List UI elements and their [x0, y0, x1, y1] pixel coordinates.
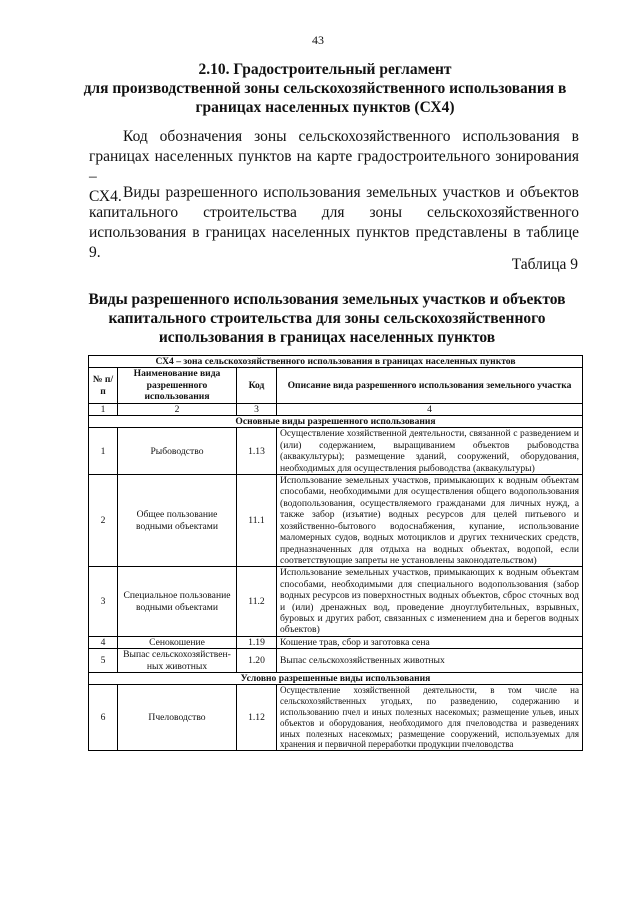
table-title — [82, 290, 572, 347]
row-code: 1.13 — [237, 428, 277, 475]
row-desc: Осуществление хозяйственной деятельности, связанной с разведением и (или) содержанием, выращиванием объектов рыбоводства (аквакультуры); размещение зданий, сооружений, оборудования, необходимых для осуществления рыбоводства (аквакультуры) — [277, 428, 583, 475]
table-row — [89, 475, 583, 567]
table-row — [89, 636, 583, 648]
row-name: Специальное пользование водными объектами — [118, 567, 237, 636]
table-row — [89, 685, 583, 751]
table-title-line: Виды разрешенного использования земельных участков и объектов — [88, 291, 566, 308]
col-number: 1 — [89, 403, 118, 415]
table-row — [89, 649, 583, 673]
table-title-line: капитального строительства для зоны сельскохозяйственного — [108, 310, 546, 327]
row-name: Рыбоводство — [118, 428, 237, 475]
page-number: 43 — [312, 33, 324, 47]
row-num: 5 — [89, 649, 118, 673]
paragraph-line: Код обозначения зоны сельскохозяйственного использования в — [123, 128, 579, 145]
row-code: 1.20 — [237, 649, 277, 673]
zone-header-cell: СХ4 – зона сельскохозяйственного использования в границах населенных пунктов — [89, 356, 583, 368]
table-title-line: использования в границах населенных пунктов — [158, 329, 496, 346]
row-num: 6 — [89, 685, 118, 751]
section-row-conditional — [89, 672, 583, 684]
column-number-row — [89, 403, 583, 415]
row-desc: Использование земельных участков, примыкающих к водным объектам способами, необходимыми для осуществления общего водопользования (водопользования, осуществляемого гражданами для личных нужд, а также забор (изъятие) водных ресурсов для целей питьевого и хозяйственно-бытового водоснабжения, купание, использование маломерных судов, водных мотоциклов и других технических средств, предназначенных для отдыха на водных объектах, водопой, если соответствующие запреты не установлены законодательством) — [277, 475, 583, 567]
row-name: Общее пользование водными объектами — [118, 475, 237, 567]
row-code: 11.1 — [237, 475, 277, 567]
row-code: 1.12 — [237, 685, 277, 751]
section-title — [80, 60, 570, 117]
row-num: 3 — [89, 567, 118, 636]
table-label: Таблица 9 — [511, 256, 578, 273]
column-header-row — [89, 368, 583, 403]
row-desc: Использование земельных участков, примыкающих к водным объектам способами, необходимыми для специального водопользования (забор водных ресурсов из поверхностных водных объектов, сброс сточных вод и (или) дренажных вод, проведение дноуглубительных, взрывных, буровых и других работ, связанных с изменением дна и берегов водных объектов) — [277, 567, 583, 636]
permitted-uses-table — [88, 355, 583, 751]
row-desc: Кошение трав, сбор и заготовка сена — [277, 636, 583, 648]
section-label-main: Основные виды разрешенного использования — [89, 416, 583, 428]
col-number: 4 — [277, 403, 583, 415]
header-code: Код — [237, 368, 277, 403]
row-name: Сенокошение — [118, 636, 237, 648]
paragraph-line: СХ4. — [89, 188, 122, 205]
section-title-line: 2.10. Градостроительный регламент — [198, 61, 452, 78]
row-code: 11.2 — [237, 567, 277, 636]
zone-header-row — [89, 356, 583, 368]
paragraph-line: использования в границах населенных пунктов представлены в таблице 9. — [89, 224, 579, 261]
row-num: 1 — [89, 428, 118, 475]
paragraph-line: капитального строительства для зоны сельскохозяйственного — [89, 204, 579, 221]
col-number: 2 — [118, 403, 237, 415]
row-desc: Выпас сельскохозяйственных животных — [277, 649, 583, 673]
row-name: Выпас сельскохозяйствен-ных животных — [118, 649, 237, 673]
paragraph-line: границах населенных пунктов на карте градостроительного зонирования – — [89, 148, 579, 185]
table-row — [89, 428, 583, 475]
row-num: 2 — [89, 475, 118, 567]
table-row — [89, 567, 583, 636]
section-title-line: границах населенных пунктов (СХ4) — [195, 99, 455, 116]
col-number: 3 — [237, 403, 277, 415]
header-name: Наименование вида разрешенного использования — [118, 368, 237, 403]
section-title-line: для производственной зоны сельскохозяйственного использования в — [83, 80, 567, 97]
row-code: 1.19 — [237, 636, 277, 648]
row-num: 4 — [89, 636, 118, 648]
row-desc: Осуществление хозяйственной деятельности, в том числе на сельскохозяйственных угодьях, по разведению, содержанию и использованию пчел и иных полезных насекомых; размещение ульев, иных объектов и оборудования, необходимого для пчеловодства и разведениях иных полезных насекомых; размещение сооружений, используемых для хранения и первичной переработки продукции пчеловодства — [277, 685, 583, 751]
section-row-main — [89, 416, 583, 428]
paragraph-line: Виды разрешенного использования земельных участков и объектов — [123, 184, 579, 201]
row-name: Пчеловодство — [118, 685, 237, 751]
header-desc: Описание вида разрешенного использования земельного участка — [277, 368, 583, 403]
header-num: № п/п — [89, 368, 118, 403]
section-label-conditional: Условно разрешенные виды использования — [89, 672, 583, 684]
permitted-use-paragraph — [89, 183, 579, 263]
